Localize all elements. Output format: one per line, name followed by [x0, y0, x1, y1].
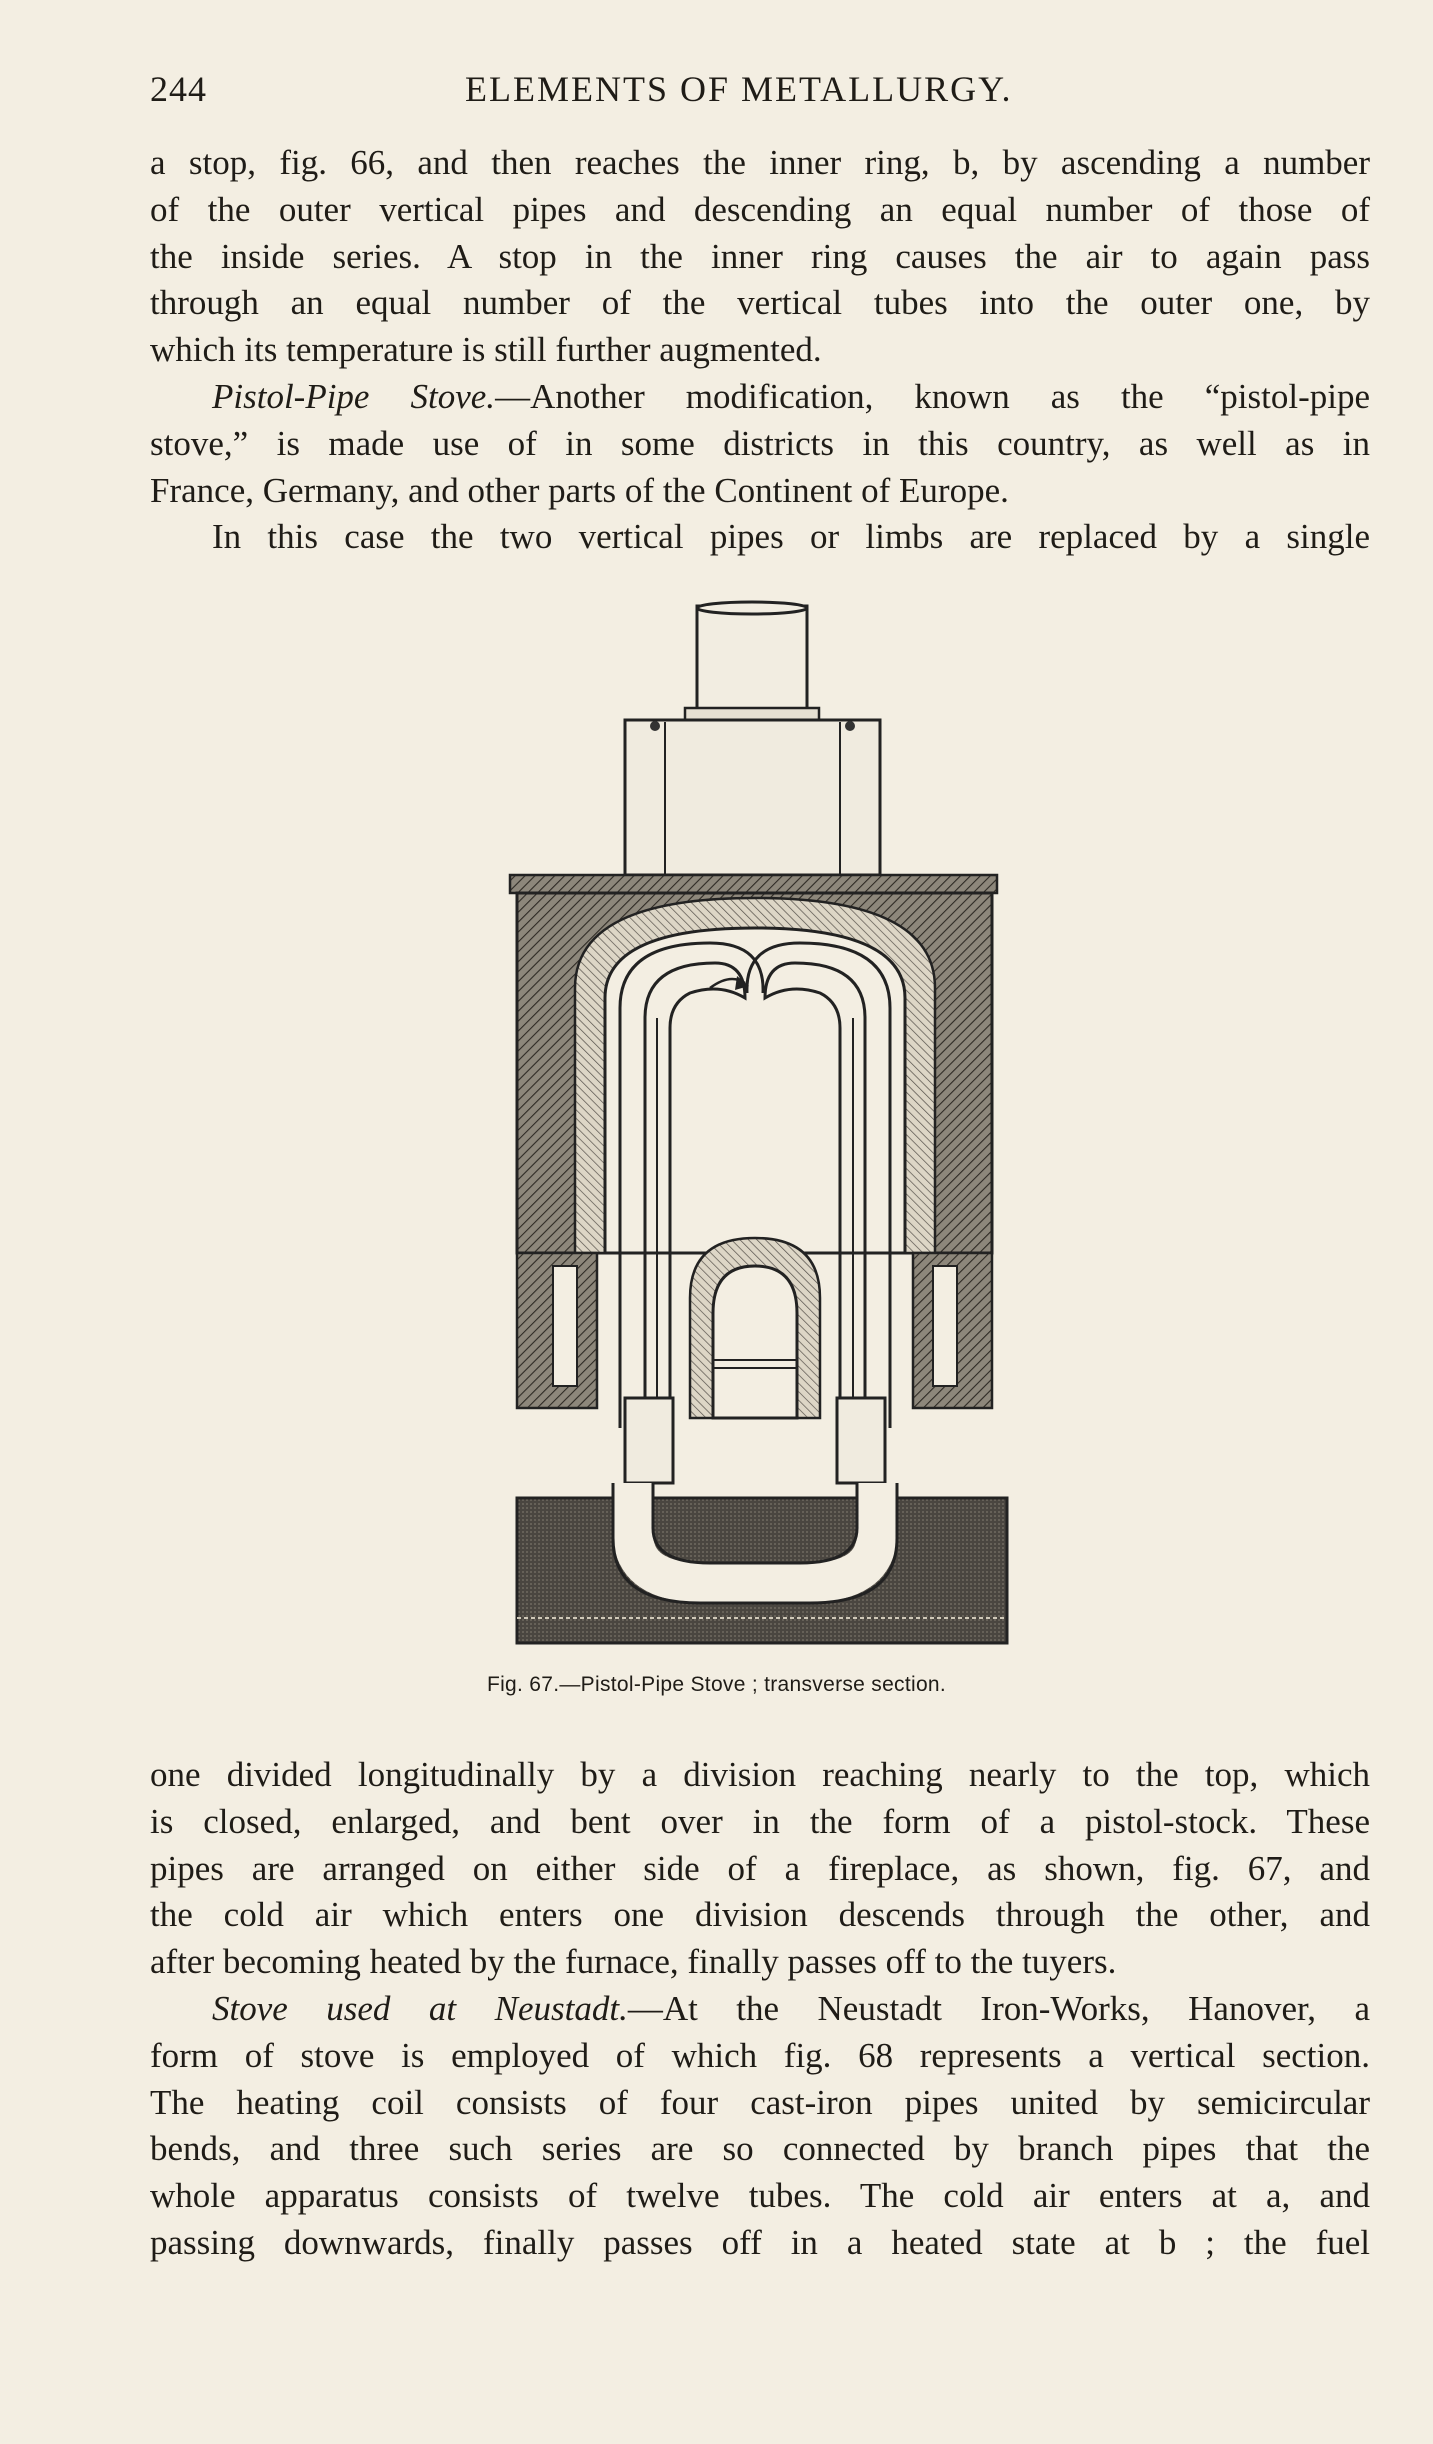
text-line: passing downwards, finally passes off in a heated state at b ; the fuel — [150, 2222, 1370, 2262]
running-title: ELEMENTS OF METALLURGY. — [465, 69, 1013, 109]
text-line: Pistol-Pipe Stove.—Another modification, known as the “pistol-pipe — [212, 376, 1371, 416]
figure-caption: Fig. 67.—Pistol-Pipe Stove ; transverse section. — [486, 1673, 947, 1696]
text-line: The heating coil consists of four cast-iron pipes united by semicircular — [150, 2082, 1370, 2122]
text-line: In this case the two vertical pipes or limbs are replaced by a single — [212, 517, 1370, 557]
text-line: form of stove is employed of which fig. 68 represents a vertical section. — [150, 2035, 1370, 2075]
page-header — [150, 68, 1380, 128]
section-heading: Pistol-Pipe Stove. — [212, 376, 496, 416]
upper-casing — [625, 720, 880, 875]
text-line: pipes are arranged on either side of a fireplace, as shown, fig. 67, and — [150, 1848, 1370, 1888]
text-line: of the outer vertical pipes and descending an equal number of those of — [150, 189, 1370, 229]
text-line: stove,” is made use of in some districts in this country, as well as in — [150, 423, 1370, 463]
text-line: which its temperature is still further augmented. — [150, 330, 822, 370]
section-heading: Stove used at Neustadt. — [212, 1988, 628, 2028]
paragraph-block-top — [150, 140, 1370, 561]
text-line: one divided longitudinally by a division reaching nearly to the top, which — [150, 1755, 1370, 1794]
chimney — [697, 606, 807, 711]
text-line: the inside series. A stop in the inner ring causes the air to again pass — [150, 236, 1370, 276]
text-line: the cold air which enters one division descends through the other, and — [150, 1895, 1370, 1935]
text-line: through an equal number of the vertical tubes into the outer one, by — [150, 283, 1370, 323]
text-line: a stop, fig. 66, and then reaches the inner ring, b, by ascending a number — [150, 143, 1370, 182]
text-line: after becoming heated by the furnace, finally passes off to the tuyers. — [150, 1942, 1117, 1982]
text-line: whole apparatus consists of twelve tubes. The cold air enters at a, and — [150, 2176, 1370, 2216]
text-line: is closed, enlarged, and bent over in the form of a pistol-stock. These — [150, 1801, 1370, 1841]
text-line: France, Germany, and other parts of the Continent of Europe. — [150, 470, 1009, 510]
stove-figure — [505, 598, 1015, 1648]
paragraph-block-bottom — [150, 1752, 1370, 2267]
text-line: bends, and three such series are so connected by branch pipes that the — [150, 2129, 1370, 2169]
page-number: 244 — [150, 69, 207, 109]
text-line: Stove used at Neustadt.—At the Neustadt Iron-Works, Hanover, a — [212, 1988, 1370, 2028]
